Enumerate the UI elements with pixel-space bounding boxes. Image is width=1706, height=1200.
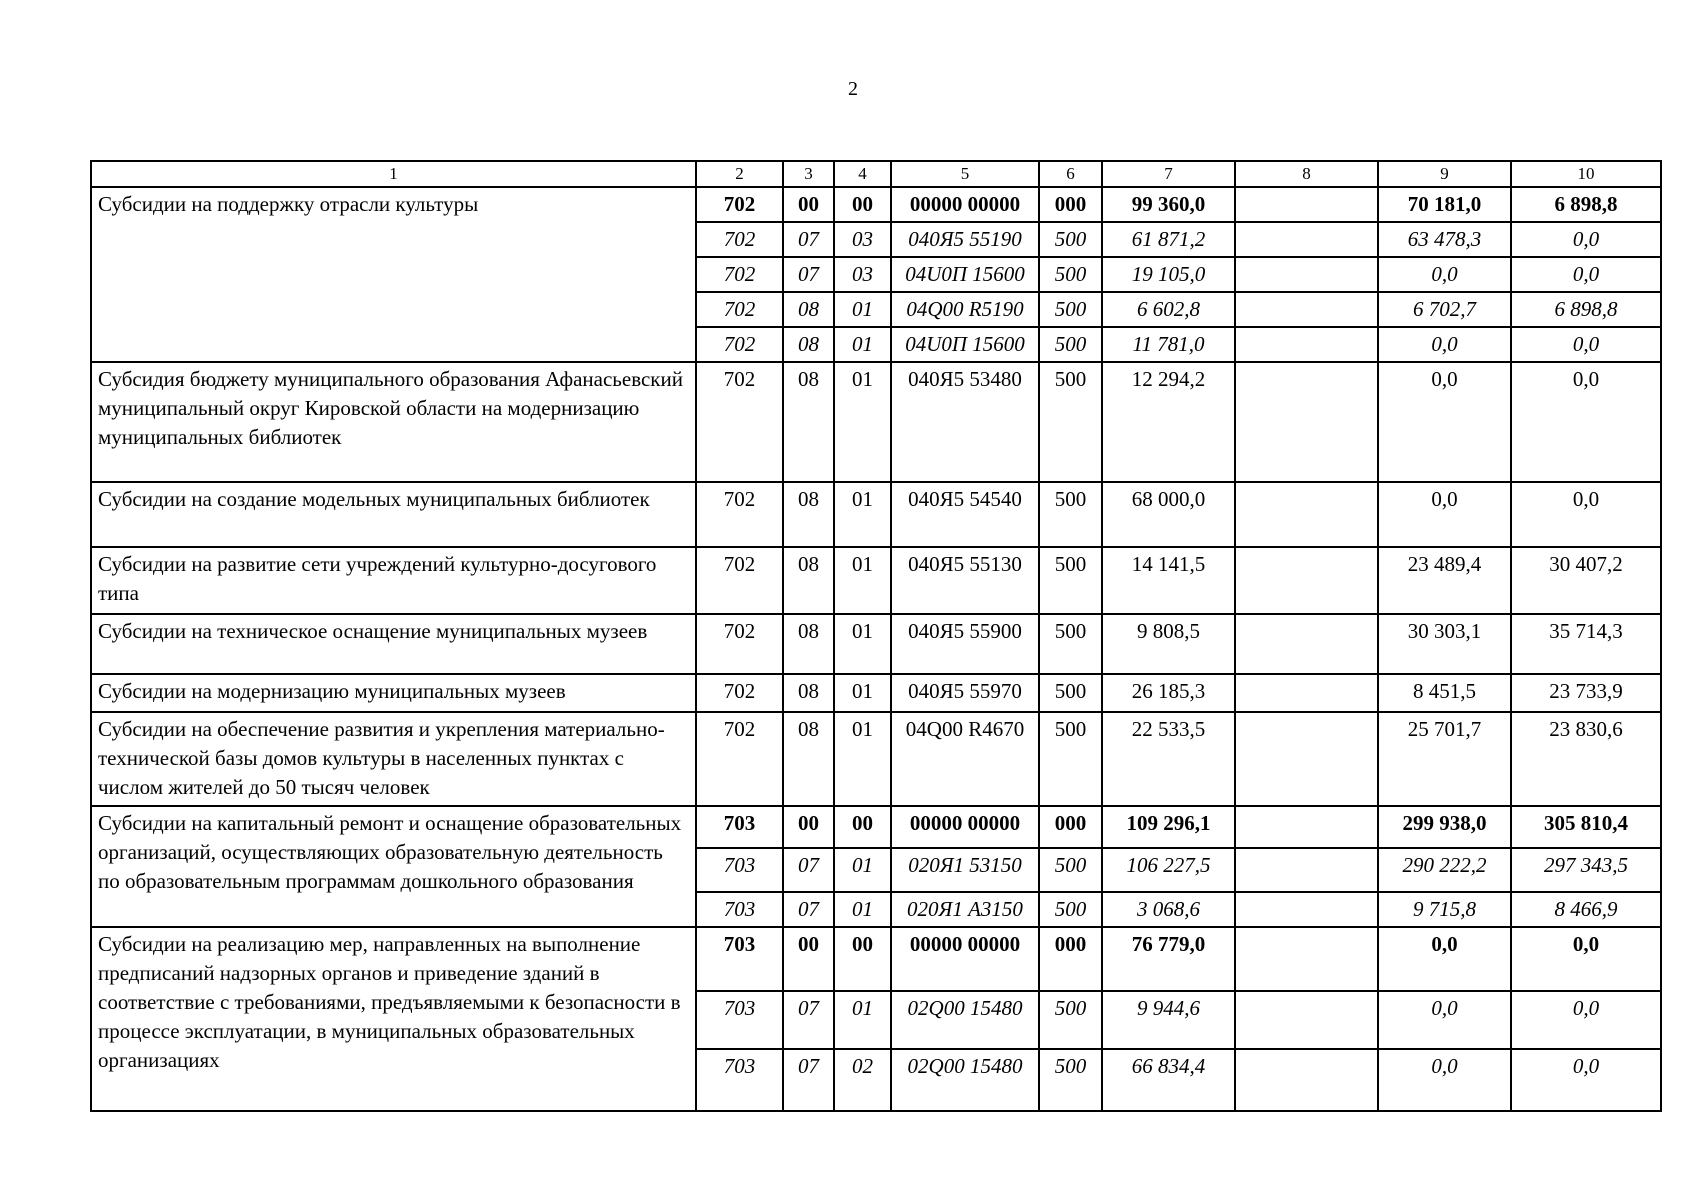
target-article-cell: 00000 00000 xyxy=(891,806,1039,848)
amount-col9-cell: 0,0 xyxy=(1378,362,1511,482)
table-row xyxy=(91,362,1661,482)
amount-col10-cell: 0,0 xyxy=(1511,482,1661,547)
subsection-cell: 01 xyxy=(834,848,891,892)
amount-col8-cell xyxy=(1235,614,1378,674)
subsection-cell: 01 xyxy=(834,292,891,327)
amount-col7-cell: 3 068,6 xyxy=(1102,892,1235,927)
subsection-cell: 03 xyxy=(834,222,891,257)
code-cell: 703 xyxy=(696,1049,783,1111)
section-cell: 08 xyxy=(783,482,834,547)
target-article-cell: 02Q00 15480 xyxy=(891,991,1039,1049)
amount-col7-cell: 22 533,5 xyxy=(1102,712,1235,806)
target-article-cell: 040Я5 54540 xyxy=(891,482,1039,547)
amount-col10-cell: 0,0 xyxy=(1511,222,1661,257)
target-article-cell: 020Я1 53150 xyxy=(891,848,1039,892)
amount-col9-cell: 0,0 xyxy=(1378,1049,1511,1111)
amount-col9-cell: 0,0 xyxy=(1378,927,1511,991)
amount-col10-cell: 0,0 xyxy=(1511,927,1661,991)
amount-col8-cell xyxy=(1235,892,1378,927)
header-cell: 3 xyxy=(783,161,834,187)
expense-type-cell: 500 xyxy=(1039,674,1102,712)
expense-type-cell: 500 xyxy=(1039,991,1102,1049)
table-row xyxy=(91,927,1661,991)
amount-col9-cell: 0,0 xyxy=(1378,327,1511,362)
amount-col9-cell: 299 938,0 xyxy=(1378,806,1511,848)
code-cell: 703 xyxy=(696,892,783,927)
amount-col10-cell: 0,0 xyxy=(1511,1049,1661,1111)
subsection-cell: 03 xyxy=(834,257,891,292)
expense-type-cell: 500 xyxy=(1039,292,1102,327)
amount-col8-cell xyxy=(1235,257,1378,292)
amount-col8-cell xyxy=(1235,991,1378,1049)
amount-col10-cell: 23 830,6 xyxy=(1511,712,1661,806)
amount-col10-cell: 6 898,8 xyxy=(1511,292,1661,327)
amount-col10-cell: 6 898,8 xyxy=(1511,187,1661,222)
budget-table xyxy=(90,160,1662,1112)
amount-col9-cell: 0,0 xyxy=(1378,482,1511,547)
amount-col7-cell: 12 294,2 xyxy=(1102,362,1235,482)
expense-type-cell: 000 xyxy=(1039,927,1102,991)
section-cell: 07 xyxy=(783,1049,834,1111)
amount-col8-cell xyxy=(1235,362,1378,482)
target-article-cell: 00000 00000 xyxy=(891,927,1039,991)
expense-type-cell: 500 xyxy=(1039,482,1102,547)
section-cell: 07 xyxy=(783,991,834,1049)
amount-col9-cell: 70 181,0 xyxy=(1378,187,1511,222)
code-cell: 702 xyxy=(696,547,783,614)
row-description: Субсидии на обеспечение развития и укрепления материально-технической базы домов культуры в населенных пунктах с числом жителей до 50 тысяч человек xyxy=(91,712,696,806)
row-description: Субсидии на реализацию мер, направленных на выполнение предписаний надзорных органов и приведение зданий в соответствие с требованиями, предъявляемыми к безопасности в процессе эксплуатации, в муниципальных образовательных организациях xyxy=(91,927,696,1111)
expense-type-cell: 500 xyxy=(1039,327,1102,362)
header-cell: 8 xyxy=(1235,161,1378,187)
code-cell: 703 xyxy=(696,848,783,892)
amount-col10-cell: 0,0 xyxy=(1511,327,1661,362)
code-cell: 702 xyxy=(696,712,783,806)
target-article-cell: 040Я5 55970 xyxy=(891,674,1039,712)
expense-type-cell: 000 xyxy=(1039,187,1102,222)
section-cell: 00 xyxy=(783,806,834,848)
code-cell: 702 xyxy=(696,362,783,482)
amount-col7-cell: 66 834,4 xyxy=(1102,1049,1235,1111)
header-cell: 5 xyxy=(891,161,1039,187)
target-article-cell: 040Я5 55900 xyxy=(891,614,1039,674)
amount-col7-cell: 68 000,0 xyxy=(1102,482,1235,547)
code-cell: 703 xyxy=(696,806,783,848)
subsection-cell: 01 xyxy=(834,482,891,547)
amount-col7-cell: 109 296,1 xyxy=(1102,806,1235,848)
amount-col10-cell: 297 343,5 xyxy=(1511,848,1661,892)
amount-col7-cell: 106 227,5 xyxy=(1102,848,1235,892)
code-cell: 703 xyxy=(696,927,783,991)
row-description: Субсидии на поддержку отрасли культуры xyxy=(91,187,696,362)
amount-col10-cell: 305 810,4 xyxy=(1511,806,1661,848)
expense-type-cell: 500 xyxy=(1039,848,1102,892)
target-article-cell: 04Q00 R5190 xyxy=(891,292,1039,327)
subsection-cell: 01 xyxy=(834,547,891,614)
subsection-cell: 00 xyxy=(834,927,891,991)
amount-col7-cell: 19 105,0 xyxy=(1102,257,1235,292)
table-row xyxy=(91,674,1661,712)
amount-col9-cell: 30 303,1 xyxy=(1378,614,1511,674)
subsection-cell: 01 xyxy=(834,712,891,806)
target-article-cell: 04U0П 15600 xyxy=(891,327,1039,362)
amount-col8-cell xyxy=(1235,187,1378,222)
subsection-cell: 01 xyxy=(834,674,891,712)
section-cell: 07 xyxy=(783,257,834,292)
code-cell: 702 xyxy=(696,187,783,222)
target-article-cell: 040Я5 55130 xyxy=(891,547,1039,614)
expense-type-cell: 500 xyxy=(1039,547,1102,614)
row-description: Субсидии на техническое оснащение муниципальных музеев xyxy=(91,614,696,674)
subsection-cell: 01 xyxy=(834,614,891,674)
expense-type-cell: 500 xyxy=(1039,712,1102,806)
page-number: 2 xyxy=(848,78,858,100)
section-cell: 07 xyxy=(783,848,834,892)
amount-col8-cell xyxy=(1235,927,1378,991)
amount-col8-cell xyxy=(1235,482,1378,547)
row-description: Субсидии на развитие сети учреждений культурно-досугового типа xyxy=(91,547,696,614)
expense-type-cell: 500 xyxy=(1039,222,1102,257)
code-cell: 702 xyxy=(696,257,783,292)
section-cell: 08 xyxy=(783,327,834,362)
subsection-cell: 02 xyxy=(834,1049,891,1111)
amount-col10-cell: 8 466,9 xyxy=(1511,892,1661,927)
expense-type-cell: 500 xyxy=(1039,614,1102,674)
section-cell: 07 xyxy=(783,222,834,257)
header-cell: 10 xyxy=(1511,161,1661,187)
table-row xyxy=(91,712,1661,806)
subsection-cell: 00 xyxy=(834,806,891,848)
amount-col8-cell xyxy=(1235,848,1378,892)
row-description: Субсидия бюджету муниципального образования Афанасьевский муниципальный округ Кировской области на модернизацию муниципальных библиотек xyxy=(91,362,696,482)
code-cell: 702 xyxy=(696,327,783,362)
target-article-cell: 020Я1 A3150 xyxy=(891,892,1039,927)
amount-col8-cell xyxy=(1235,674,1378,712)
code-cell: 703 xyxy=(696,991,783,1049)
amount-col9-cell: 0,0 xyxy=(1378,991,1511,1049)
amount-col7-cell: 76 779,0 xyxy=(1102,927,1235,991)
table-body xyxy=(91,161,1661,1111)
expense-type-cell: 500 xyxy=(1039,257,1102,292)
amount-col9-cell: 8 451,5 xyxy=(1378,674,1511,712)
target-article-cell: 04Q00 R4670 xyxy=(891,712,1039,806)
expense-type-cell: 000 xyxy=(1039,806,1102,848)
subsection-cell: 01 xyxy=(834,892,891,927)
target-article-cell: 04U0П 15600 xyxy=(891,257,1039,292)
section-cell: 08 xyxy=(783,712,834,806)
amount-col9-cell: 290 222,2 xyxy=(1378,848,1511,892)
header-cell: 9 xyxy=(1378,161,1511,187)
amount-col10-cell: 35 714,3 xyxy=(1511,614,1661,674)
amount-col7-cell: 99 360,0 xyxy=(1102,187,1235,222)
code-cell: 702 xyxy=(696,482,783,547)
amount-col10-cell: 0,0 xyxy=(1511,362,1661,482)
subsection-cell: 00 xyxy=(834,187,891,222)
amount-col7-cell: 9 808,5 xyxy=(1102,614,1235,674)
table-row xyxy=(91,482,1661,547)
section-cell: 08 xyxy=(783,547,834,614)
amount-col7-cell: 9 944,6 xyxy=(1102,991,1235,1049)
amount-col7-cell: 61 871,2 xyxy=(1102,222,1235,257)
code-cell: 702 xyxy=(696,222,783,257)
header-row xyxy=(91,161,1661,187)
section-cell: 00 xyxy=(783,187,834,222)
amount-col10-cell: 23 733,9 xyxy=(1511,674,1661,712)
code-cell: 702 xyxy=(696,292,783,327)
amount-col8-cell xyxy=(1235,806,1378,848)
target-article-cell: 040Я5 53480 xyxy=(891,362,1039,482)
target-article-cell: 040Я5 55190 xyxy=(891,222,1039,257)
amount-col9-cell: 0,0 xyxy=(1378,257,1511,292)
amount-col9-cell: 9 715,8 xyxy=(1378,892,1511,927)
table-row xyxy=(91,806,1661,848)
target-article-cell: 02Q00 15480 xyxy=(891,1049,1039,1111)
amount-col7-cell: 11 781,0 xyxy=(1102,327,1235,362)
amount-col8-cell xyxy=(1235,222,1378,257)
section-cell: 08 xyxy=(783,292,834,327)
expense-type-cell: 500 xyxy=(1039,1049,1102,1111)
amount-col8-cell xyxy=(1235,547,1378,614)
header-cell: 1 xyxy=(91,161,696,187)
subsection-cell: 01 xyxy=(834,362,891,482)
section-cell: 00 xyxy=(783,927,834,991)
subsection-cell: 01 xyxy=(834,991,891,1049)
amount-col9-cell: 23 489,4 xyxy=(1378,547,1511,614)
amount-col10-cell: 30 407,2 xyxy=(1511,547,1661,614)
header-cell: 4 xyxy=(834,161,891,187)
amount-col8-cell xyxy=(1235,1049,1378,1111)
subsection-cell: 01 xyxy=(834,327,891,362)
code-cell: 702 xyxy=(696,614,783,674)
section-cell: 07 xyxy=(783,892,834,927)
amount-col9-cell: 63 478,3 xyxy=(1378,222,1511,257)
amount-col8-cell xyxy=(1235,292,1378,327)
amount-col7-cell: 6 602,8 xyxy=(1102,292,1235,327)
row-description: Субсидии на создание модельных муниципальных библиотек xyxy=(91,482,696,547)
header-cell: 2 xyxy=(696,161,783,187)
code-cell: 702 xyxy=(696,674,783,712)
amount-col8-cell xyxy=(1235,327,1378,362)
amount-col9-cell: 25 701,7 xyxy=(1378,712,1511,806)
table-row xyxy=(91,547,1661,614)
section-cell: 08 xyxy=(783,674,834,712)
table-row xyxy=(91,187,1661,222)
target-article-cell: 00000 00000 xyxy=(891,187,1039,222)
row-description: Субсидии на модернизацию муниципальных музеев xyxy=(91,674,696,712)
header-cell: 7 xyxy=(1102,161,1235,187)
amount-col8-cell xyxy=(1235,712,1378,806)
row-description: Субсидии на капитальный ремонт и оснащение образовательных организаций, осуществляющих образовательную деятельность по образовательным программам дошкольного образования xyxy=(91,806,696,927)
section-cell: 08 xyxy=(783,614,834,674)
header-cell: 6 xyxy=(1039,161,1102,187)
expense-type-cell: 500 xyxy=(1039,362,1102,482)
amount-col10-cell: 0,0 xyxy=(1511,257,1661,292)
expense-type-cell: 500 xyxy=(1039,892,1102,927)
amount-col7-cell: 14 141,5 xyxy=(1102,547,1235,614)
amount-col10-cell: 0,0 xyxy=(1511,991,1661,1049)
amount-col9-cell: 6 702,7 xyxy=(1378,292,1511,327)
table-row xyxy=(91,614,1661,674)
section-cell: 08 xyxy=(783,362,834,482)
amount-col7-cell: 26 185,3 xyxy=(1102,674,1235,712)
